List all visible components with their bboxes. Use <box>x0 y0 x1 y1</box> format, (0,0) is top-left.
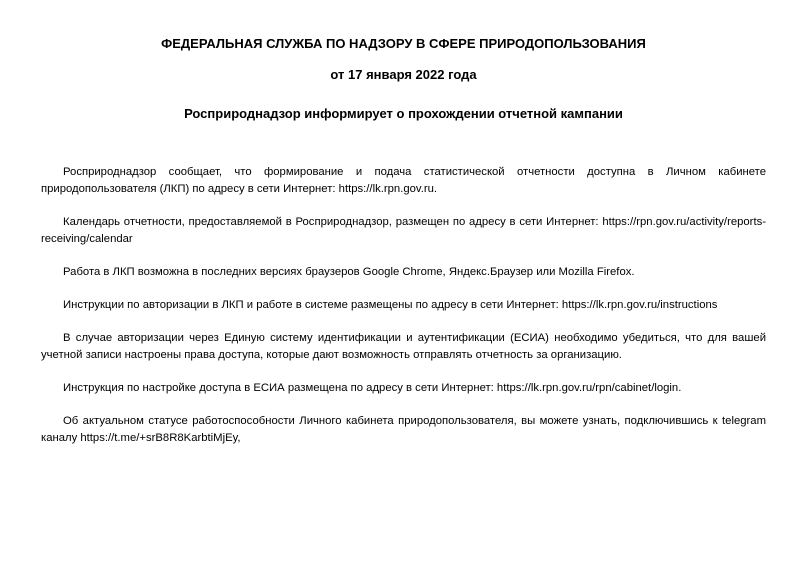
document-title: Росприроднадзор информирует о прохождении отчетной кампании <box>184 106 623 121</box>
paragraph-esia: В случае авторизации через Единую систему идентификации и аутентификации (ЕСИА) необходимо убедиться, что для вашей учетной записи настроены права доступа, которые дают возможность отправлять отчетность за организацию. <box>41 332 766 361</box>
paragraph-instructions: Инструкции по авторизации в ЛКП и работе в системе размещены по адресу в сети Интернет: https://lk.rpn.gov.ru/instructions <box>63 299 718 311</box>
agency-name: ФЕДЕРАЛЬНАЯ СЛУЖБА ПО НАДЗОРУ В СФЕРЕ ПРИРОДОПОЛЬЗОВАНИЯ <box>161 36 646 51</box>
paragraph-telegram: Об актуальном статусе работоспособности Личного кабинета природопользователя, вы можете узнать, подключившись к telegram каналу https://t.me/+srB8R8KarbtiMjEy, <box>41 415 766 444</box>
paragraph-esia-setup: Инструкция по настройке доступа в ЕСИА размещена по адресу в сети Интернет: https://lk.rpn.gov.ru/rpn/cabinet/login. <box>63 382 682 394</box>
paragraph-lk-access: Росприроднадзор сообщает, что формирование и подача статистической отчетности доступна в Личном кабинете природопользователя (ЛКП) по адресу в сети Интернет: https://lk.rpn.gov.ru. <box>41 166 766 195</box>
paragraph-calendar: Календарь отчетности, предоставляемой в Росприроднадзор, размещен по адресу в сети Интернет: https://rpn.gov.ru/activity/reports-receiving/calendar <box>41 216 766 245</box>
document-date: от 17 января 2022 года <box>330 67 477 82</box>
document-body <box>41 164 766 447</box>
paragraph-browsers: Работа в ЛКП возможна в последних версиях браузеров Google Chrome, Яндекс.Браузер или Mozilla Firefox. <box>63 266 635 278</box>
